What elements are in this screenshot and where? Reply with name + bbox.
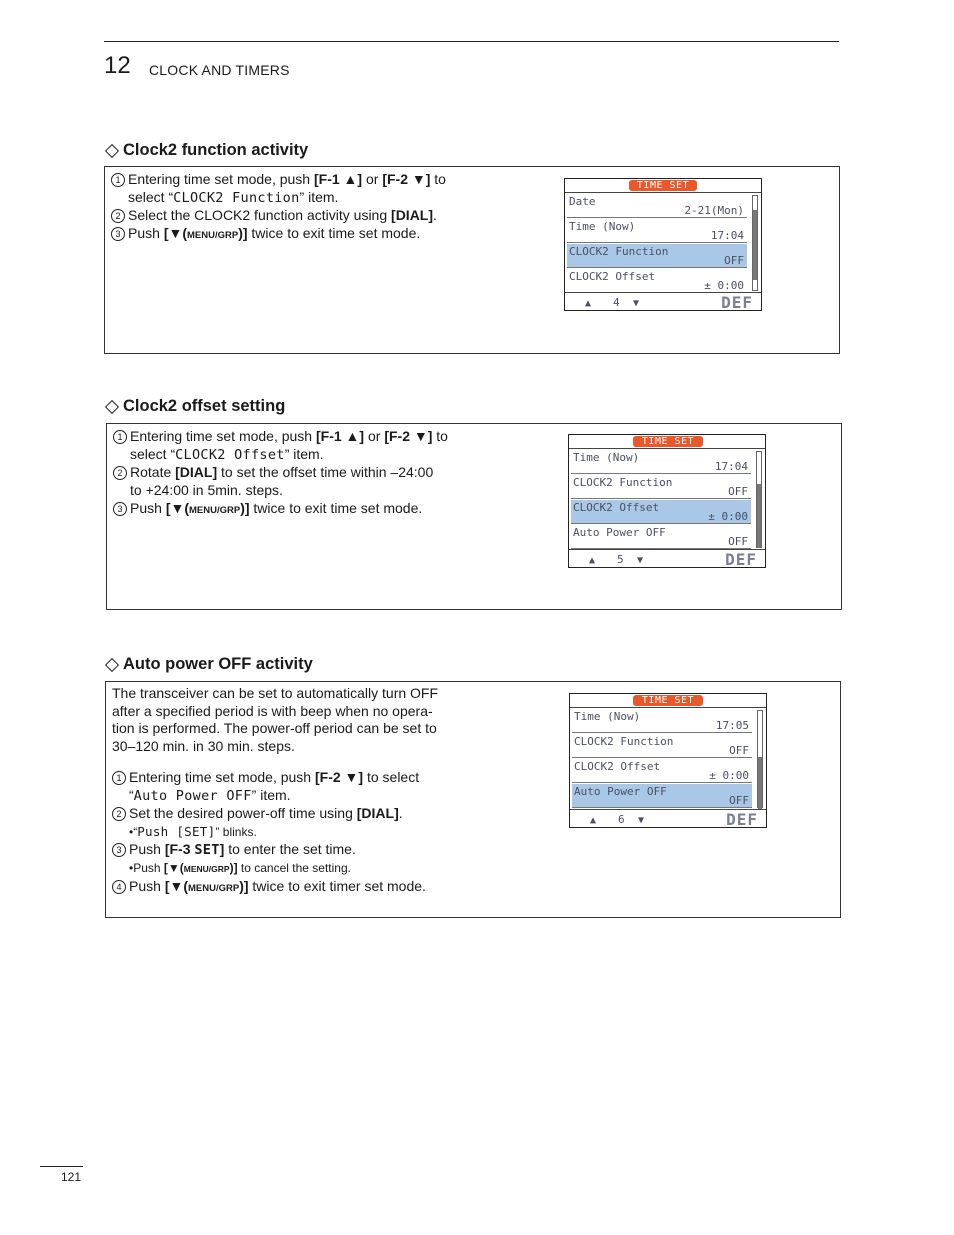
step-2: 2 Select the CLOCK2 function activity using [DIAL]. (111, 207, 461, 225)
diamond-icon (105, 657, 119, 671)
screen-footer (569, 549, 765, 567)
instructions (112, 685, 462, 897)
section-title: Auto power OFF activity (123, 655, 313, 673)
section-heading-clock2-function (104, 141, 308, 160)
intro-line: The transceiver can be set to automatically turn OFF (112, 685, 439, 701)
step-2-cont: to +24:00 in 5min. steps. (130, 482, 283, 499)
screen-row: CLOCK2 Function OFF (571, 475, 751, 499)
step-3: 3 Push [F-3 SET] to enter the set time. (112, 841, 462, 860)
def-label: DEF (721, 293, 753, 311)
page-indicator: 5 (617, 553, 624, 566)
screen-row: CLOCK2 Offset ± 0:00 (572, 759, 752, 783)
screen-row: Date 2-21(Mon) (567, 194, 747, 218)
screen-row: Time (Now) 17:05 (572, 709, 752, 733)
page-number: 121 (61, 1170, 82, 1184)
intro-line: 30–120 min. in 30 min. steps. (112, 738, 295, 755)
step-2: 2 Set the desired power-off time using [DIAL]. (112, 805, 462, 823)
section-heading-auto-power-off (104, 655, 313, 674)
up-arrow-icon: ▲ (589, 555, 596, 566)
step-1: 1 Entering time set mode, push [F-2 ▼] to select (112, 769, 462, 787)
screen-footer (565, 292, 761, 310)
step-3: 3 Push [▼(MENU/GRP)] twice to exit time set mode. (113, 500, 463, 520)
screen-row: CLOCK2 Offset ± 0:00 (567, 269, 747, 293)
header-rule (104, 41, 839, 42)
step-1-cont: “Auto Power OFF” item. (129, 786, 291, 804)
chapter-title: CLOCK AND TIMERS (149, 62, 290, 78)
up-arrow-icon: ▲ (590, 815, 597, 826)
up-arrow-icon: ▲ (585, 298, 592, 309)
section-box-auto-power-off (105, 681, 841, 918)
screen-row-selected: CLOCK2 Function OFF (567, 244, 747, 268)
page-indicator: 6 (618, 813, 625, 826)
screen-row-selected: CLOCK2 Offset ± 0:00 (571, 500, 751, 524)
scrollbar (752, 195, 758, 291)
screen-row: Time (Now) 17:04 (571, 450, 751, 474)
down-arrow-icon: ▼ (638, 815, 645, 826)
footer-rule (40, 1166, 83, 1167)
step-1-cont: select “CLOCK2 Function” item. (128, 188, 339, 206)
scrollbar (757, 710, 763, 808)
step-3: 3 Push [▼(MENU/GRP)] twice to exit time set mode. (111, 225, 461, 245)
intro-line: tion is performed. The power-off period can be set to (112, 720, 437, 737)
down-arrow-icon: ▼ (633, 298, 640, 309)
screen-footer (570, 809, 766, 827)
step-2-note: •“Push [SET]” blinks. (129, 823, 257, 839)
down-arrow-icon: ▼ (637, 555, 644, 566)
screen-title: TIME SET (633, 695, 703, 706)
step-1: 1 Entering time set mode, push [F-1 ▲] or [F-2 ▼] to (113, 428, 463, 446)
page-indicator: 4 (613, 296, 620, 309)
screen-row: CLOCK2 Function OFF (572, 734, 752, 758)
def-label: DEF (725, 550, 757, 568)
screen-row: Auto Power OFF OFF (571, 525, 751, 549)
def-label: DEF (726, 810, 758, 828)
section-heading-clock2-offset (104, 397, 285, 416)
instructions (111, 171, 461, 245)
instructions (113, 428, 463, 520)
screen-row: Time (Now) 17:04 (567, 219, 747, 243)
lcd-screen (568, 434, 766, 568)
diamond-icon (105, 143, 119, 157)
step-1: 1 Entering time set mode, push [F-1 ▲] or [F-2 ▼] to (111, 171, 461, 189)
step-1-cont: select “CLOCK2 Offset” item. (130, 445, 324, 463)
screen-title: TIME SET (633, 436, 703, 447)
step-2: 2 Rotate [DIAL] to set the offset time within –24:00 (113, 464, 463, 482)
diamond-icon (105, 399, 119, 413)
intro-line: after a specified period is with beep when no opera- (112, 702, 433, 719)
section-title: Clock2 offset setting (123, 397, 286, 415)
section-title: Clock2 function activity (123, 141, 309, 159)
screen-row-selected: Auto Power OFF OFF (572, 784, 752, 808)
scrollbar (756, 451, 762, 548)
section-box-clock2-function (104, 166, 840, 354)
step-3-note: •Push [▼(MENU/GRP)] to cancel the setting. (129, 860, 351, 875)
screen-title: TIME SET (629, 180, 697, 191)
lcd-screen (564, 178, 762, 311)
section-box-clock2-offset (106, 423, 842, 610)
lcd-screen (569, 693, 767, 828)
chapter-number: 12 (104, 52, 131, 79)
step-4: 4 Push [▼(MENU/GRP)] twice to exit timer set mode. (112, 878, 462, 898)
